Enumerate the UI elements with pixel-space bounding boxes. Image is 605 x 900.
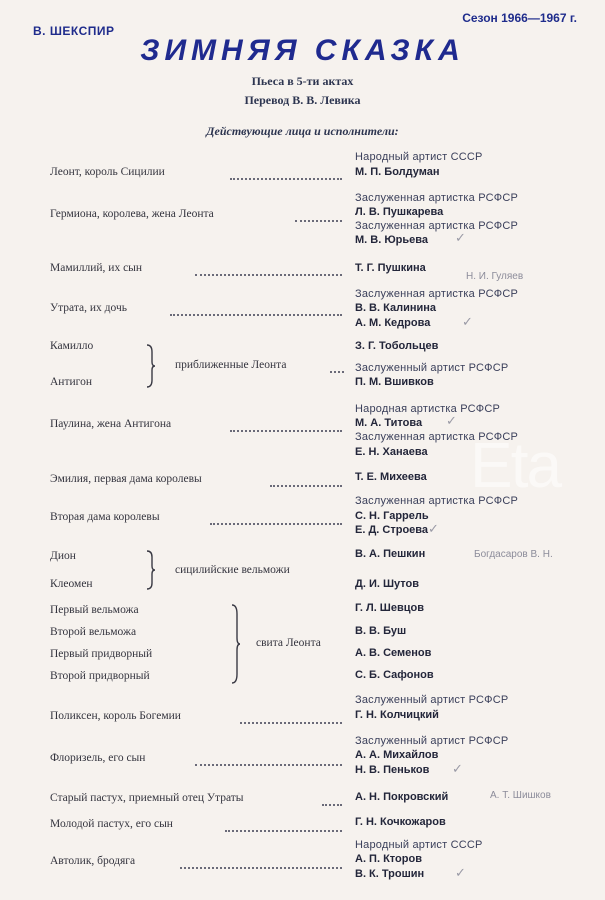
season: Сезон 1966—1967 г. <box>462 11 577 25</box>
actor-name: Д. И. Шутов <box>355 578 419 590</box>
role-stariy-pastukh: Старый пастух, приемный отец Утраты <box>50 792 244 804</box>
actor-name: Е. Н. Ханаева <box>355 446 428 458</box>
role-kamillo: Камилло <box>50 340 94 352</box>
cast-heading: Действующие лица и исполнители: <box>206 124 399 138</box>
role-vtoraya-dama: Вторая дама королевы <box>50 511 160 523</box>
handwritten-note: Богдасаров В. Н. <box>474 549 553 560</box>
group-label-velmozhi: сицилийские вельможи <box>175 564 290 576</box>
author: В. ШЕКСПИР <box>33 24 115 38</box>
group-label-svita: свита Леонта <box>256 637 321 649</box>
watermark: Eta <box>470 429 561 501</box>
actor-name: С. Б. Сафонов <box>355 669 434 681</box>
check-mark-icon: ✓ <box>455 866 466 881</box>
role-florizel: Флоризель, его сын <box>50 752 146 764</box>
actor-title: Заслуженная артистка РСФСР <box>355 288 519 300</box>
actor-name: А. М. Кедрова <box>355 317 431 329</box>
check-mark-icon: ✓ <box>428 522 439 537</box>
actor-name: Г. Н. Кочкожаров <box>355 816 446 828</box>
role-molodoy-pastukh: Молодой пастух, его сын <box>50 818 173 830</box>
actor-name: В. В. Буш <box>355 625 407 637</box>
actor-name: Т. Е. Михеева <box>355 471 427 483</box>
leader-dots <box>230 430 342 432</box>
role-prid1: Первый придворный <box>50 648 153 660</box>
role-prid2: Второй придворный <box>50 670 150 682</box>
role-paulina: Паулина, жена Антигона <box>50 418 172 430</box>
actor-name: Н. В. Пеньков <box>355 764 430 776</box>
play-title: ЗИМНЯЯ СКАЗКА <box>140 34 465 67</box>
leader-dots <box>330 371 344 373</box>
leader-dots <box>322 804 342 806</box>
actor-name: В. В. Калинина <box>355 302 436 314</box>
leader-dots <box>230 178 342 180</box>
role-mamilliy: Мамиллий, их сын <box>50 262 143 274</box>
role-emiliya: Эмилия, первая дама королевы <box>50 473 202 485</box>
handwritten-note: А. Т. Шишков <box>490 790 551 801</box>
brace <box>146 550 156 590</box>
leader-dots <box>210 523 342 525</box>
actor-name: Г. Н. Колчицкий <box>355 709 439 721</box>
actor-name: Л. В. Пушкарева <box>355 206 444 218</box>
actor-name: П. М. Вшивков <box>355 376 434 388</box>
actor-name: В. А. Пешкин <box>355 548 426 560</box>
play-subtitle: Пьеса в 5-ти актах <box>251 74 354 88</box>
check-mark-icon: ✓ <box>455 231 466 246</box>
leader-dots <box>270 485 342 487</box>
actor-title: Народный артист СССР <box>355 839 483 851</box>
leader-dots <box>195 764 342 766</box>
leader-dots <box>170 314 342 316</box>
leader-dots <box>295 220 342 222</box>
actor-name: С. Н. Гаррель <box>355 510 429 522</box>
actor-title: Заслуженный артист РСФСР <box>355 735 509 747</box>
actor-name: З. Г. Тобольцев <box>355 340 439 352</box>
actor-title: Заслуженная артистка РСФСР <box>355 220 519 232</box>
group-label-priblizhennye: приближенные Леонта <box>175 359 287 371</box>
actor-name: М. В. Юрьева <box>355 234 429 246</box>
check-mark-icon: ✓ <box>462 315 473 330</box>
role-antigon: Антигон <box>50 376 92 388</box>
actor-title: Народная артистка РСФСР <box>355 403 501 415</box>
brace <box>231 604 241 684</box>
actor-title: Заслуженная артистка РСФСР <box>355 495 519 507</box>
role-utrata: Утрата, их дочь <box>50 302 127 314</box>
actor-name: Е. Д. Строева <box>355 524 429 536</box>
actor-title: Заслуженный артист РСФСР <box>355 362 509 374</box>
actor-name: В. К. Трошин <box>355 868 425 880</box>
actor-name: А. В. Семенов <box>355 647 432 659</box>
actor-name: М. П. Болдуман <box>355 166 440 178</box>
brace <box>146 344 156 388</box>
role-germiona: Гермиона, королева, жена Леонта <box>50 208 214 220</box>
role-kleomen: Клеомен <box>50 578 93 590</box>
translation-credit: Перевод В. В. Левика <box>244 93 361 107</box>
role-avtolik: Автолик, бродяга <box>50 855 136 867</box>
check-mark-icon: ✓ <box>452 762 463 777</box>
actor-title: Заслуженный артист РСФСР <box>355 694 509 706</box>
role-vel1: Первый вельможа <box>50 604 139 616</box>
actor-name: А. П. Кторов <box>355 853 422 865</box>
check-mark-icon: ✓ <box>446 414 457 429</box>
role-leont: Леонт, король Сицилии <box>50 166 165 178</box>
leader-dots <box>225 830 342 832</box>
actor-name: А. А. Михайлов <box>355 749 439 761</box>
actor-name: Г. Л. Шевцов <box>355 602 424 614</box>
actor-title: Народный артист СССР <box>355 151 483 163</box>
role-dion: Дион <box>50 550 76 562</box>
leader-dots <box>240 722 342 724</box>
leader-dots <box>180 867 342 869</box>
leader-dots <box>195 274 342 276</box>
actor-name: А. Н. Покровский <box>355 791 449 803</box>
actor-name: Т. Г. Пушкина <box>355 262 426 274</box>
role-poliksen: Поликсен, король Богемии <box>50 710 181 722</box>
handwritten-note: Н. И. Гуляев <box>466 271 524 282</box>
actor-name: М. А. Титова <box>355 417 423 429</box>
actor-title: Заслуженная артистка РСФСР <box>355 192 519 204</box>
actor-title: Заслуженная артистка РСФСР <box>355 431 519 443</box>
role-vel2: Второй вельможа <box>50 626 137 638</box>
